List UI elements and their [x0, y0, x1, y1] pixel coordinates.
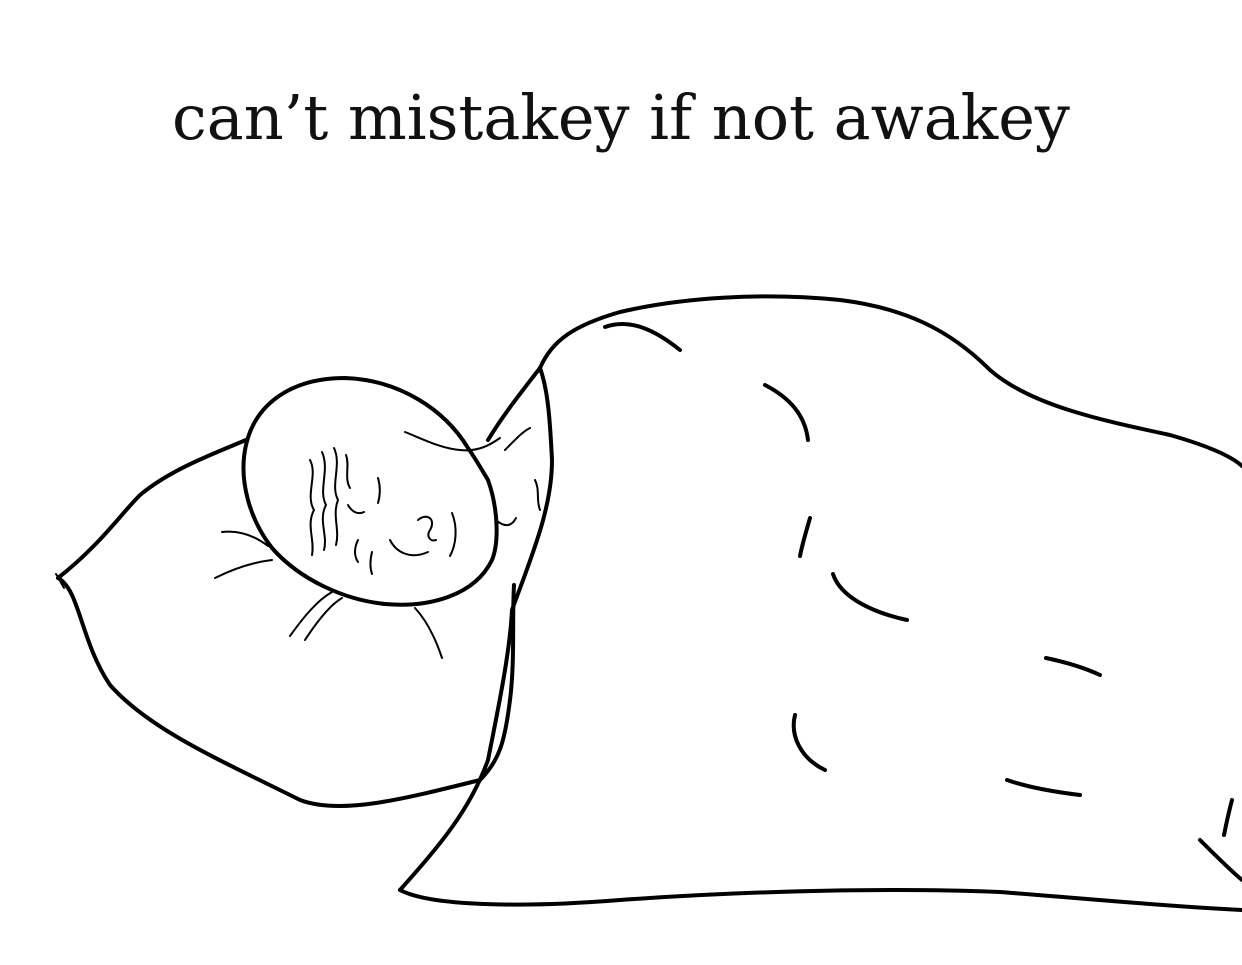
wrinkle-line: [322, 452, 326, 550]
wrinkle-line: [334, 448, 338, 545]
hair-strand: [305, 598, 342, 640]
cheek-mark: [355, 540, 358, 562]
pillow-outline: [58, 440, 514, 806]
blanket-fold: [1007, 780, 1080, 795]
blanket-outline: [540, 296, 1242, 466]
blanket-fold: [833, 574, 907, 620]
blanket-neck-fold: [496, 518, 516, 525]
cheek-mark: [371, 552, 373, 574]
hair-strand: [215, 560, 272, 578]
closed-eye: [348, 505, 364, 513]
blanket-neck-fold: [535, 480, 540, 510]
blanket-neck-fold: [405, 432, 500, 450]
blanket-fold: [794, 715, 825, 770]
nose-mark: [418, 517, 436, 541]
brow-mark: [378, 478, 380, 503]
blanket-fold: [765, 385, 808, 440]
chin-mark: [450, 513, 456, 556]
blanket-fold: [1200, 840, 1242, 880]
blanket-fold: [1224, 800, 1232, 835]
blanket-left-edge: [512, 368, 552, 610]
mouth-mark: [390, 540, 428, 555]
blanket-tuck: [488, 368, 540, 440]
blanket-neck-fold: [505, 428, 530, 450]
blanket-fold: [800, 518, 810, 556]
blanket-fold: [1046, 658, 1100, 675]
wrinkle-line: [310, 460, 314, 555]
hair-strand: [415, 608, 442, 658]
wrinkle-line: [346, 455, 350, 488]
head-outline: [244, 378, 497, 605]
meme-caption: can’t mistakey if not awakey: [172, 81, 1070, 154]
blanket-bottom-left: [400, 610, 512, 890]
blanket-bottom-edge: [400, 890, 1242, 910]
blanket-fold: [605, 324, 680, 350]
